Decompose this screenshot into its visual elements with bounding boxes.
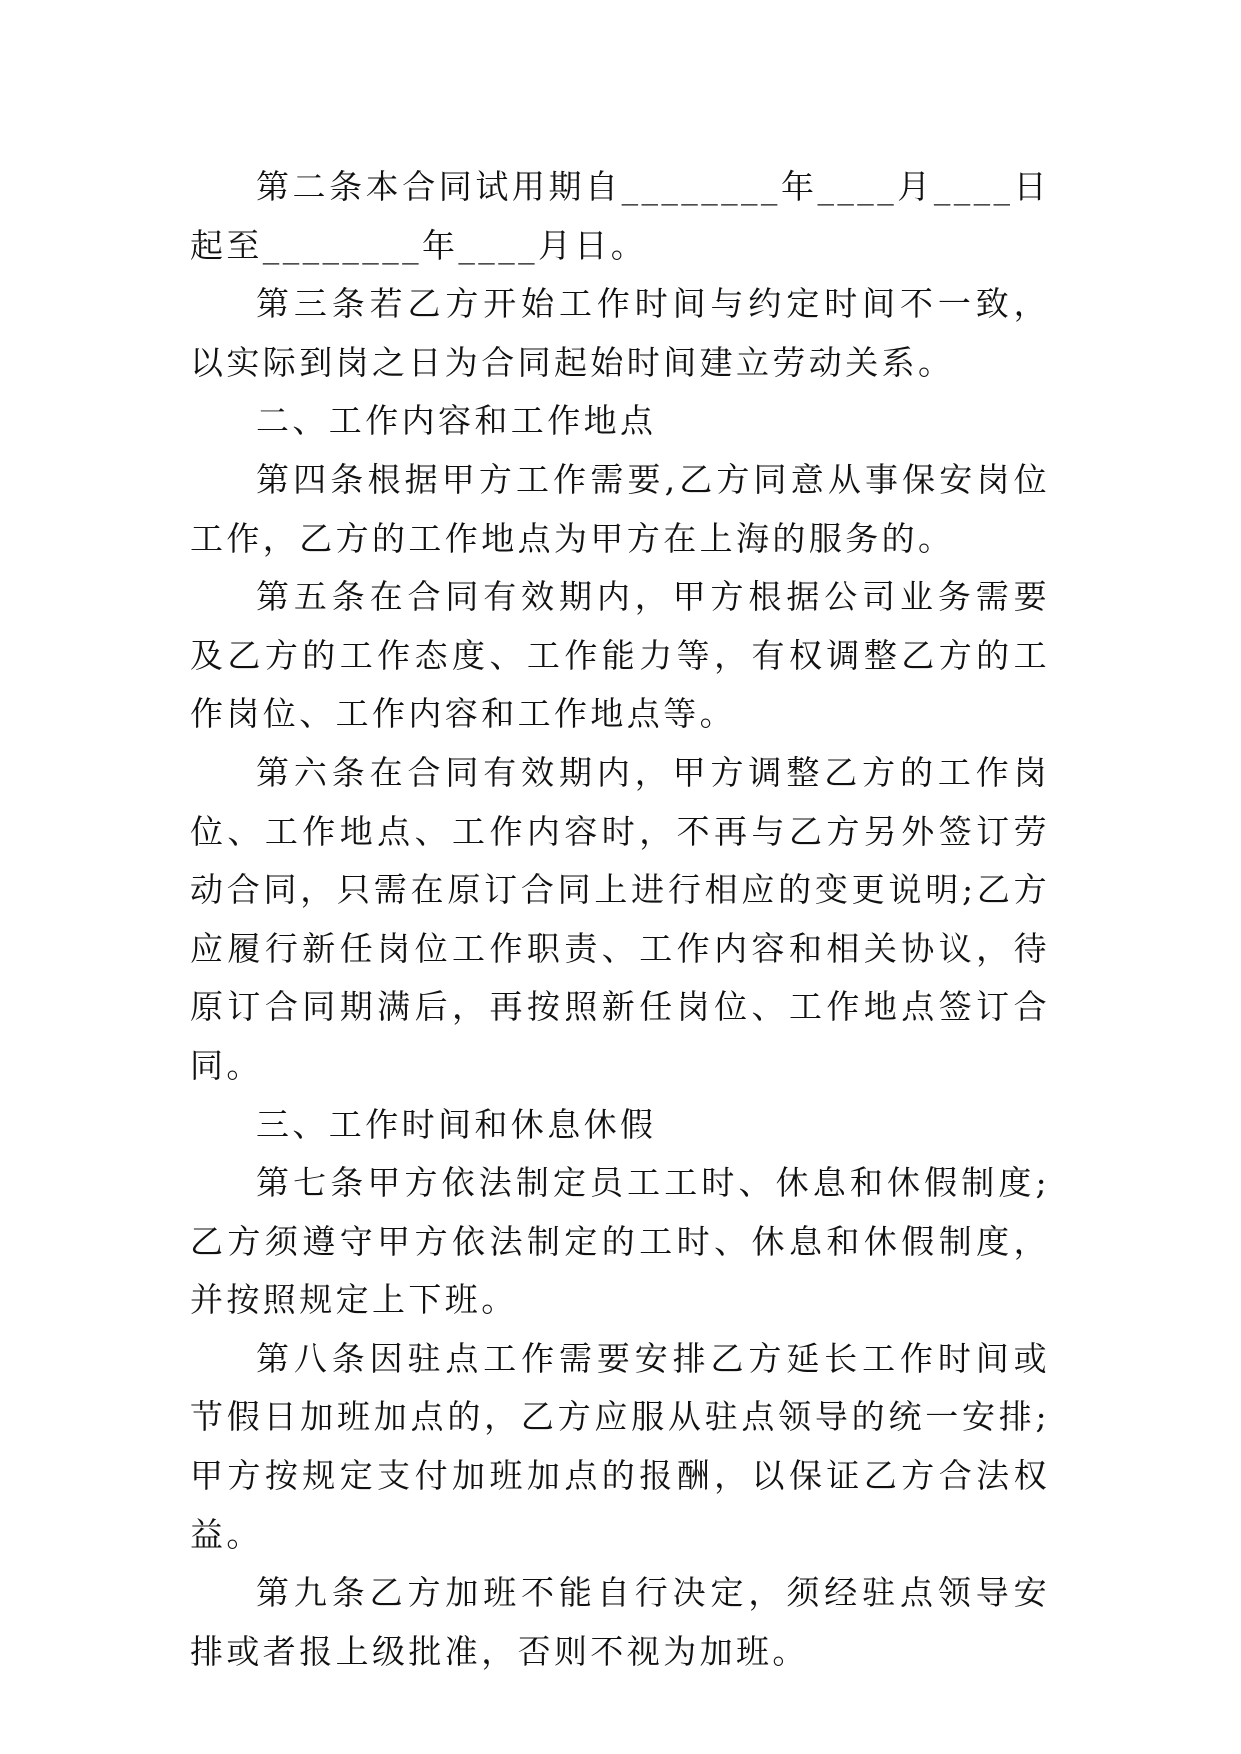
clause-7: 第七条甲方依法制定员工工时、休息和休假制度;乙方须遵守甲方依法制定的工时、休息和休假制度，并按照规定上下班。	[190, 1163, 1050, 1320]
section-heading-3: 三、工作时间和休息休假	[256, 1104, 657, 1144]
clause-3: 第三条若乙方开始工作时间与约定时间不一致，以实际到岗之日为合同起始时间建立劳动关系。	[190, 284, 1050, 382]
clause-5: 第五条在合同有效期内，甲方根据公司业务需要及乙方的工作态度、工作能力等，有权调整乙方的工作岗位、工作内容和工作地点等。	[190, 577, 1050, 734]
clause-6: 第六条在合同有效期内，甲方调整乙方的工作岗位、工作地点、工作内容时，不再与乙方另外签订劳动合同，只需在原订合同上进行相应的变更说明;乙方应履行新任岗位工作职责、工作内容和相关协议，待原订合同期满后，再按照新任岗位、工作地点签订合同。	[190, 752, 1050, 1085]
section-heading-2: 二、工作内容和工作地点	[256, 401, 657, 441]
clause-2: 第二条本合同试用期自________年____月____日起至________年____月日。	[190, 167, 1050, 265]
document-body	[190, 158, 1050, 1681]
clause-4: 第四条根据甲方工作需要,乙方同意从事保安岗位工作，乙方的工作地点为甲方在上海的服务的。	[190, 459, 1050, 558]
clause-8: 第八条因驻点工作需要安排乙方延长工作时间或节假日加班加点的，乙方应服从驻点领导的统一安排;甲方按规定支付加班加点的报酬，以保证乙方合法权益。	[190, 1338, 1050, 1554]
clause-9: 第九条乙方加班不能自行决定，须经驻点领导安排或者报上级批准，否则不视为加班。	[190, 1573, 1050, 1671]
